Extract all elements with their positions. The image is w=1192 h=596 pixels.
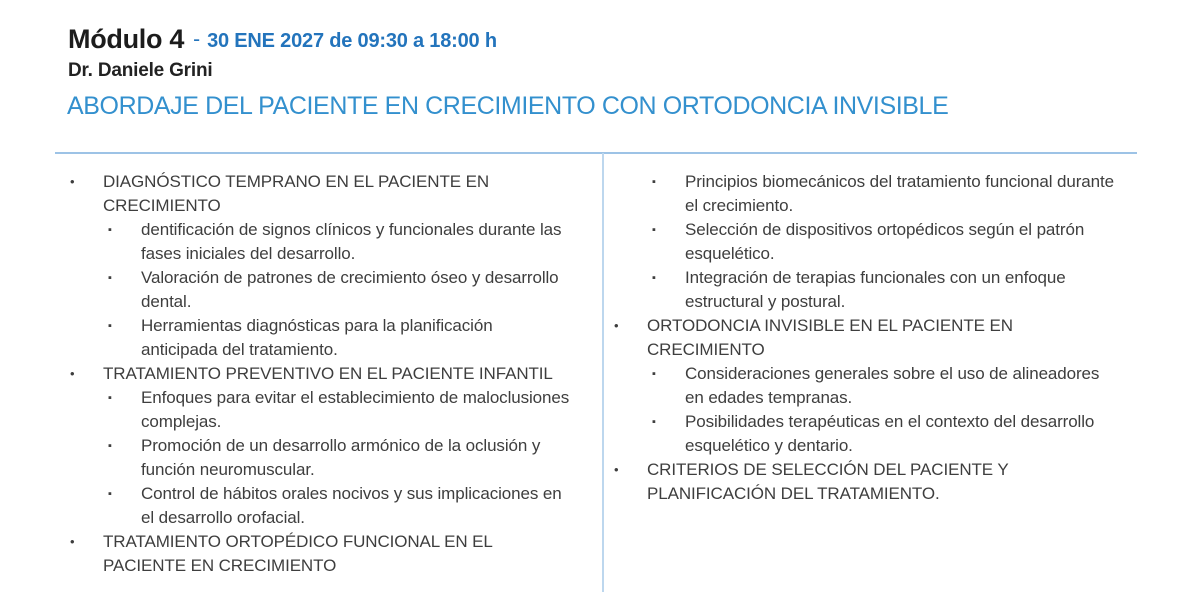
list-item-text: dentificación de signos clínicos y funcionales durante las fases iniciales del desarrollo. [141, 220, 562, 263]
column-divider [602, 153, 604, 592]
list-item-text: DIAGNÓSTICO TEMPRANO EN EL PACIENTE EN CRECIMIENTO [103, 172, 490, 215]
list-item [68, 362, 570, 386]
list-item-text: TRATAMIENTO ORTOPÉDICO FUNCIONAL EN EL PACIENTE EN CRECIMIENTO [103, 532, 493, 575]
bullet-dot-icon: • [614, 318, 619, 333]
list-item-text: Promoción de un desarrollo armónico de la oclusión y función neuromuscular. [141, 436, 541, 479]
list-item [105, 482, 570, 530]
bullet-square-icon: ▪ [652, 416, 656, 428]
bullet-square-icon: ▪ [108, 392, 112, 404]
list-item [649, 170, 1120, 218]
module-header-line [68, 24, 497, 55]
list-item [68, 530, 570, 578]
list-item-text: Control de hábitos orales nocivos y sus implicaciones en el desarrollo orofacial. [141, 484, 562, 527]
bullet-square-icon: ▪ [108, 320, 112, 332]
module-date: 30 ENE 2027 de 09:30 a 18:00 h [207, 30, 497, 52]
bullet-dot-icon: • [70, 174, 75, 189]
list-item [105, 266, 570, 314]
right-column [612, 170, 1120, 506]
bullet-square-icon: ▪ [108, 272, 112, 284]
list-item-text: TRATAMIENTO PREVENTIVO EN EL PACIENTE INFANTIL [103, 364, 553, 383]
left-column [68, 170, 570, 578]
bullet-square-icon: ▪ [108, 224, 112, 236]
list-item [649, 362, 1120, 410]
list-item [649, 218, 1120, 266]
list-item-text: Enfoques para evitar el establecimiento de maloclusiones complejas. [141, 388, 570, 431]
bullet-square-icon: ▪ [652, 368, 656, 380]
list-item [612, 314, 1120, 362]
course-title: ABORDAJE DEL PACIENTE EN CRECIMIENTO CON ORTODONCIA INVISIBLE [67, 92, 949, 120]
speaker-name: Dr. Daniele Grini [68, 60, 213, 81]
list-item-text: ORTODONCIA INVISIBLE EN EL PACIENTE EN CRECIMIENTO [647, 316, 1013, 359]
list-item-text: Consideraciones generales sobre el uso de alineadores en edades tempranas. [685, 364, 1100, 407]
list-item [105, 314, 570, 362]
module-title: Módulo 4 [68, 24, 185, 54]
list-item-text: Selección de dispositivos ortopédicos según el patrón esquelético. [685, 220, 1085, 263]
bullet-square-icon: ▪ [652, 272, 656, 284]
module-dash: - [193, 28, 201, 51]
bullet-dot-icon: • [614, 462, 619, 477]
bullet-dot-icon: • [70, 366, 75, 381]
list-item-text: Herramientas diagnósticas para la planificación anticipada del tratamiento. [141, 316, 493, 359]
bullet-square-icon: ▪ [652, 176, 656, 188]
bullet-square-icon: ▪ [652, 224, 656, 236]
bullet-square-icon: ▪ [108, 488, 112, 500]
list-item-text: Principios biomecánicos del tratamiento funcional durante el crecimiento. [685, 172, 1114, 215]
list-item [649, 266, 1120, 314]
list-item [612, 458, 1120, 506]
bullet-square-icon: ▪ [108, 440, 112, 452]
list-item-text: CRITERIOS DE SELECCIÓN DEL PACIENTE Y PLANIFICACIÓN DEL TRATAMIENTO. [647, 460, 1009, 503]
list-item [649, 410, 1120, 458]
list-item [68, 170, 570, 218]
list-item-text: Valoración de patrones de crecimiento óseo y desarrollo dental. [141, 268, 559, 311]
bullet-dot-icon: • [70, 534, 75, 549]
list-item [105, 434, 570, 482]
header-divider [55, 152, 1137, 154]
list-item-text: Posibilidades terapéuticas en el contexto del desarrollo esquelético y dentario. [685, 412, 1095, 455]
list-item [105, 218, 570, 266]
list-item-text: Integración de terapias funcionales con un enfoque estructural y postural. [685, 268, 1066, 311]
list-item [105, 386, 570, 434]
